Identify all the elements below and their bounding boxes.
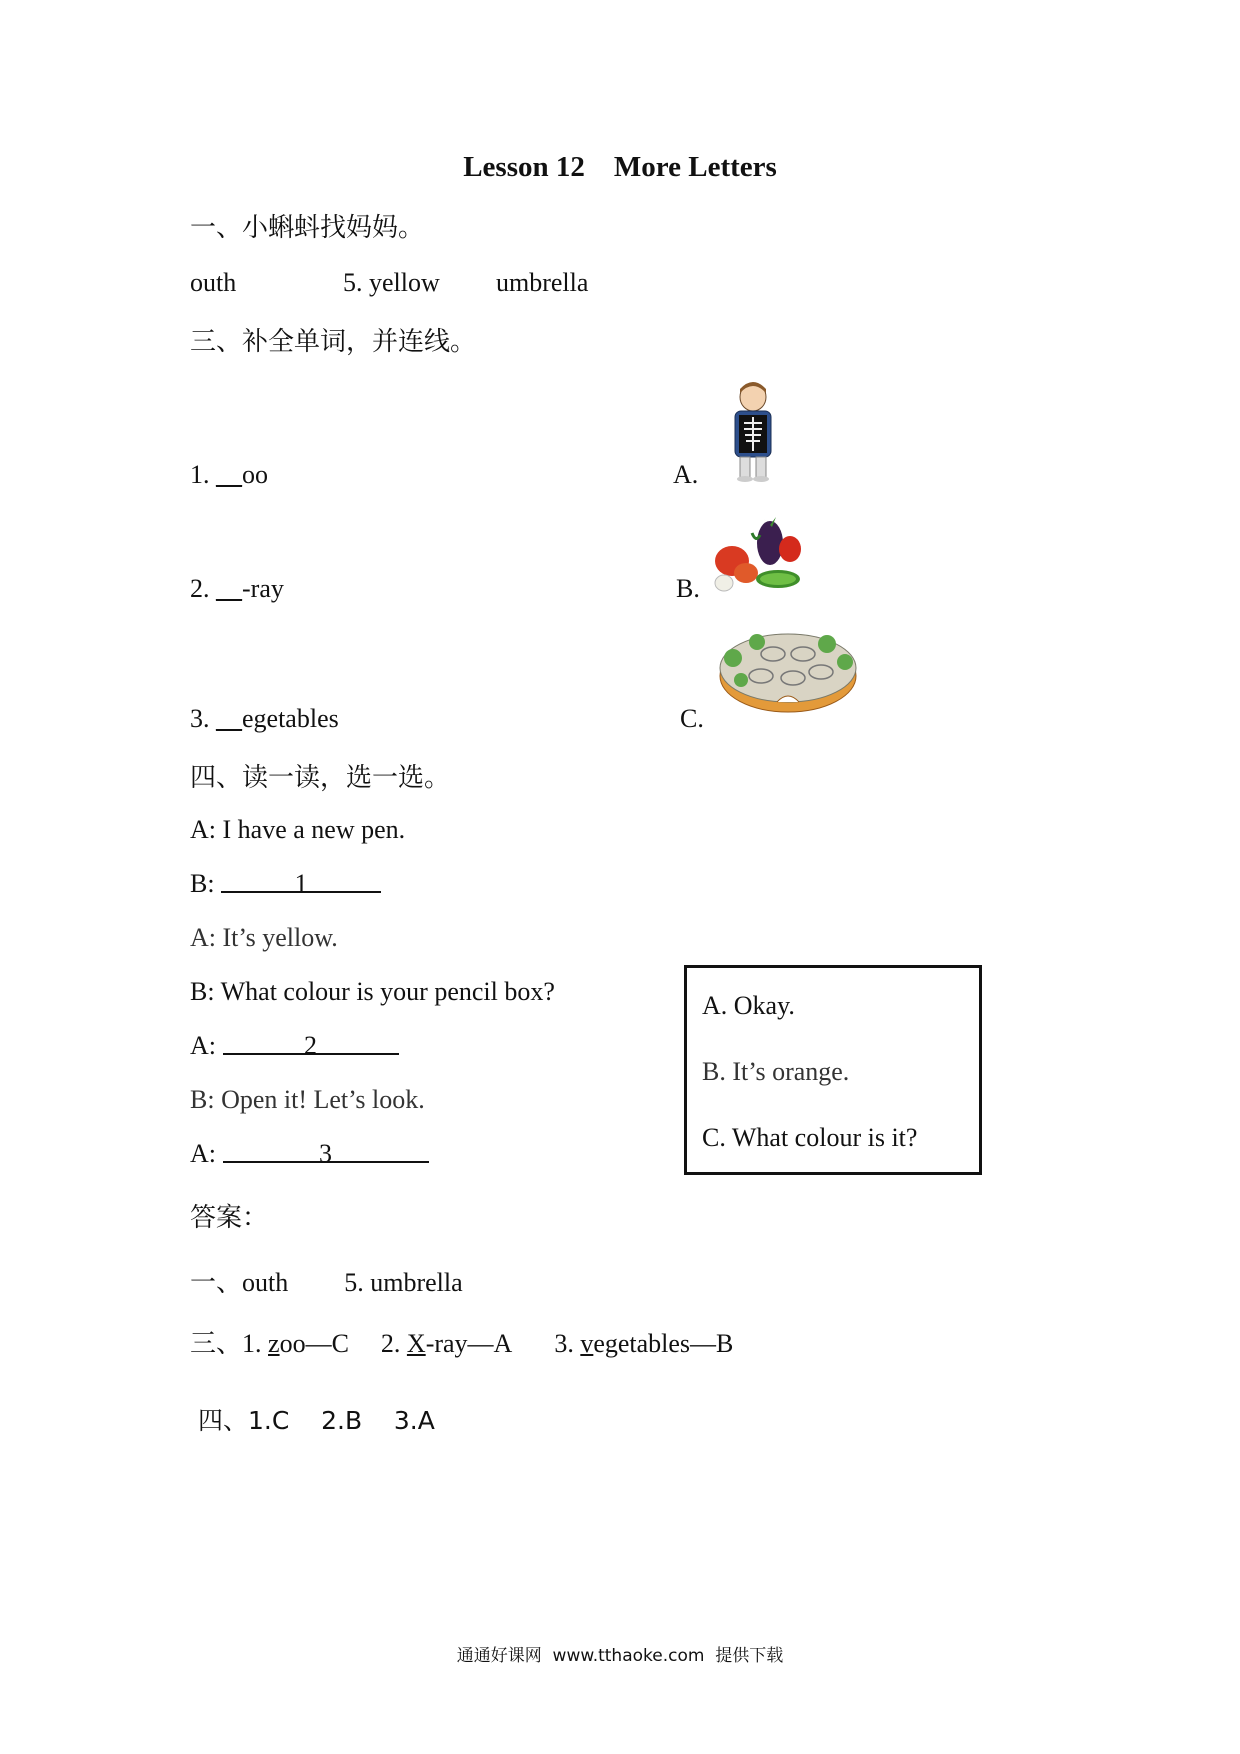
answer-match-3	[554, 1329, 733, 1358]
answer-prefix: 三、	[190, 1329, 243, 1359]
section1-word: 5. yellow	[343, 268, 440, 297]
answer-match-1	[242, 1329, 349, 1358]
speaker-label: A:	[190, 923, 216, 952]
section4-heading: 四、读一读，选一选。	[190, 763, 451, 793]
dialogue-text: It’s yellow.	[222, 923, 338, 952]
speaker-label: A:	[190, 1139, 216, 1168]
dialogue-line-3	[190, 923, 338, 953]
section1-word: umbrella	[496, 268, 589, 297]
zoo-image	[717, 624, 859, 716]
speaker-label: A:	[190, 815, 216, 844]
item-blank: __	[216, 574, 242, 603]
speaker-label: B:	[190, 977, 215, 1006]
dialogue-text: Open it! Let’s look.	[221, 1085, 425, 1114]
answer-prefix: 一、	[190, 1268, 243, 1298]
vegetables-image	[712, 513, 804, 597]
speaker-label: A:	[190, 1031, 216, 1060]
speaker-label: B:	[190, 869, 215, 898]
item-word-rest: oo	[242, 460, 268, 489]
choice-a: A. Okay.	[702, 991, 795, 1020]
blank-number: 1	[294, 869, 308, 898]
item-word-rest: -ray	[242, 574, 284, 603]
answer-blank-1	[221, 869, 381, 898]
item-number: 1.	[190, 460, 210, 489]
answer-num: 3.	[554, 1329, 581, 1358]
dialogue-text: I have a new pen.	[222, 815, 406, 844]
blank-number: 3	[319, 1139, 332, 1168]
answer-line-1	[190, 1262, 463, 1299]
footer-text: 通通好课网 www.tthaoke.com 提供下载	[456, 1646, 784, 1666]
item-blank: __	[216, 704, 242, 733]
answer-rest: -ray—A	[425, 1329, 513, 1358]
answer-blank-2	[223, 1031, 399, 1060]
answer-letter: X	[406, 1329, 426, 1358]
answer-letter: v	[580, 1329, 594, 1358]
choice-b: B. It’s orange.	[702, 1057, 850, 1086]
speaker-label: B:	[190, 1085, 215, 1114]
option-label-c: C.	[680, 704, 704, 733]
answer-line-4-text: 四、1.C 2.B 3.A	[198, 1406, 435, 1435]
answer-num: 2.	[380, 1329, 407, 1358]
choice-c: C. What colour is it?	[702, 1123, 918, 1152]
match-item-1	[190, 460, 268, 490]
option-label-a: A.	[673, 460, 699, 489]
xray-boy-image	[722, 381, 784, 483]
item-word-rest: egetables	[242, 704, 339, 733]
dialogue-line-1	[190, 815, 405, 845]
option-label-b: B.	[676, 574, 700, 603]
item-blank: __	[216, 460, 242, 489]
match-item-3	[190, 704, 339, 734]
answer-num: 1.	[242, 1329, 269, 1358]
answer-rest: egetables—B	[593, 1329, 734, 1358]
answer-rest: oo—C	[279, 1329, 349, 1358]
answers-heading: 答案：	[190, 1203, 269, 1233]
answer-word: outh	[242, 1268, 289, 1297]
answer-letter: z	[268, 1329, 280, 1358]
dialogue-line-6	[190, 1085, 425, 1115]
dialogue-line-7	[190, 1139, 429, 1169]
dialogue-text: What colour is your pencil box?	[220, 977, 555, 1006]
section1-heading: 一、小蝌蚪找妈妈。	[190, 213, 425, 243]
section1-word: outh	[190, 268, 237, 297]
answer-blank-3	[223, 1139, 429, 1168]
blank-number: 2	[304, 1031, 317, 1060]
dialogue-line-5	[190, 1031, 399, 1061]
answer-line-4	[190, 1383, 435, 1437]
item-number: 3.	[190, 704, 210, 733]
answer-match-2	[381, 1329, 512, 1358]
dialogue-line-4	[190, 977, 555, 1007]
dialogue-line-2	[190, 869, 381, 899]
item-number: 2.	[190, 574, 210, 603]
section3-heading: 三、补全单词，并连线。	[190, 327, 477, 357]
answer-line-3	[190, 1323, 733, 1360]
page-title: Lesson 12 More Letters	[463, 151, 777, 183]
answer-word: 5. umbrella	[344, 1268, 463, 1297]
match-item-2	[190, 574, 284, 604]
